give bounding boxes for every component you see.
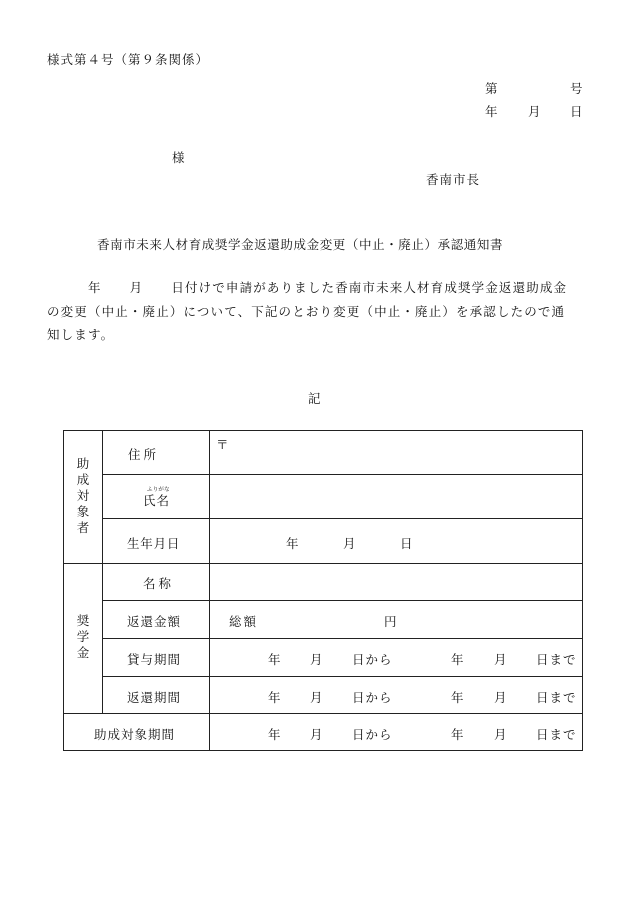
subsidy-end-year: 年 [451,727,464,742]
body-month: 月 [129,280,144,295]
postal-mark: 〒 [216,437,229,452]
document-number-suffix: 号 [570,81,583,96]
birth-day: 日 [400,536,413,551]
yen-label: 円 [384,614,397,629]
body-line-2: の変更（中止・廃止）について、下記のとおり変更（中止・廃止）を承認したので通 [47,303,566,319]
document-number-prefix: 第 [485,81,498,96]
repay-end-month: 月 [494,690,507,705]
form-number: 様式第４号（第９条関係） [47,52,210,67]
group-scholarship-label: 奨学金 [76,613,90,660]
sender-name: 香南市長 [426,172,481,187]
address-label: 住所 [128,447,160,462]
issue-date-month: 月 [528,104,541,119]
record-label: 記 [308,391,321,406]
scholarship-name-label: 名称 [143,576,175,591]
repay-amount-label: 返還金額 [127,614,182,629]
birthdate-label: 生年月日 [127,536,181,551]
repay-start-year: 年 [268,690,281,705]
issue-date-year: 年 [485,104,498,119]
name-furigana-label: ふりがな [147,487,170,493]
name-label: 氏名 [143,493,171,508]
subsidy-period-label: 助成対象期間 [94,727,176,742]
loan-start-year: 年 [268,652,281,667]
body-line-1 [47,276,587,300]
birth-month: 月 [343,536,356,551]
total-label: 総額 [229,614,259,629]
loan-period-label: 貸与期間 [127,652,182,667]
loan-start-month: 月 [310,652,323,667]
repay-start-day-from: 日から [352,690,393,705]
loan-end-day-until: 日まで [536,652,577,667]
document-title: 香南市未来人材育成奨学金返還助成金変更（中止・廃止）承認通知書 [97,237,504,252]
body-year: 年 [88,280,102,295]
group-subsidy-recipient-label: 助成対象者 [76,456,90,535]
loan-end-year: 年 [451,652,464,667]
subsidy-end-month: 月 [494,727,507,742]
body-line-1-text: 日付けで申請がありました香南市未来人材育成奨学金返還助成金 [171,280,568,295]
recipient-honorific: 様 [172,150,185,165]
issue-date-day: 日 [570,104,583,119]
subsidy-start-year: 年 [268,727,281,742]
body-paragraph [47,276,587,347]
subsidy-start-month: 月 [310,727,323,742]
birth-year: 年 [286,536,299,551]
repay-end-day-until: 日まで [536,690,577,705]
repay-start-month: 月 [310,690,323,705]
subsidy-start-day-from: 日から [352,727,393,742]
loan-start-day-from: 日から [352,652,393,667]
loan-end-month: 月 [494,652,507,667]
body-line-3: 知します。 [47,327,115,342]
repay-period-label: 返還期間 [127,690,182,705]
subsidy-end-day-until: 日まで [536,727,577,742]
repay-end-year: 年 [451,690,464,705]
